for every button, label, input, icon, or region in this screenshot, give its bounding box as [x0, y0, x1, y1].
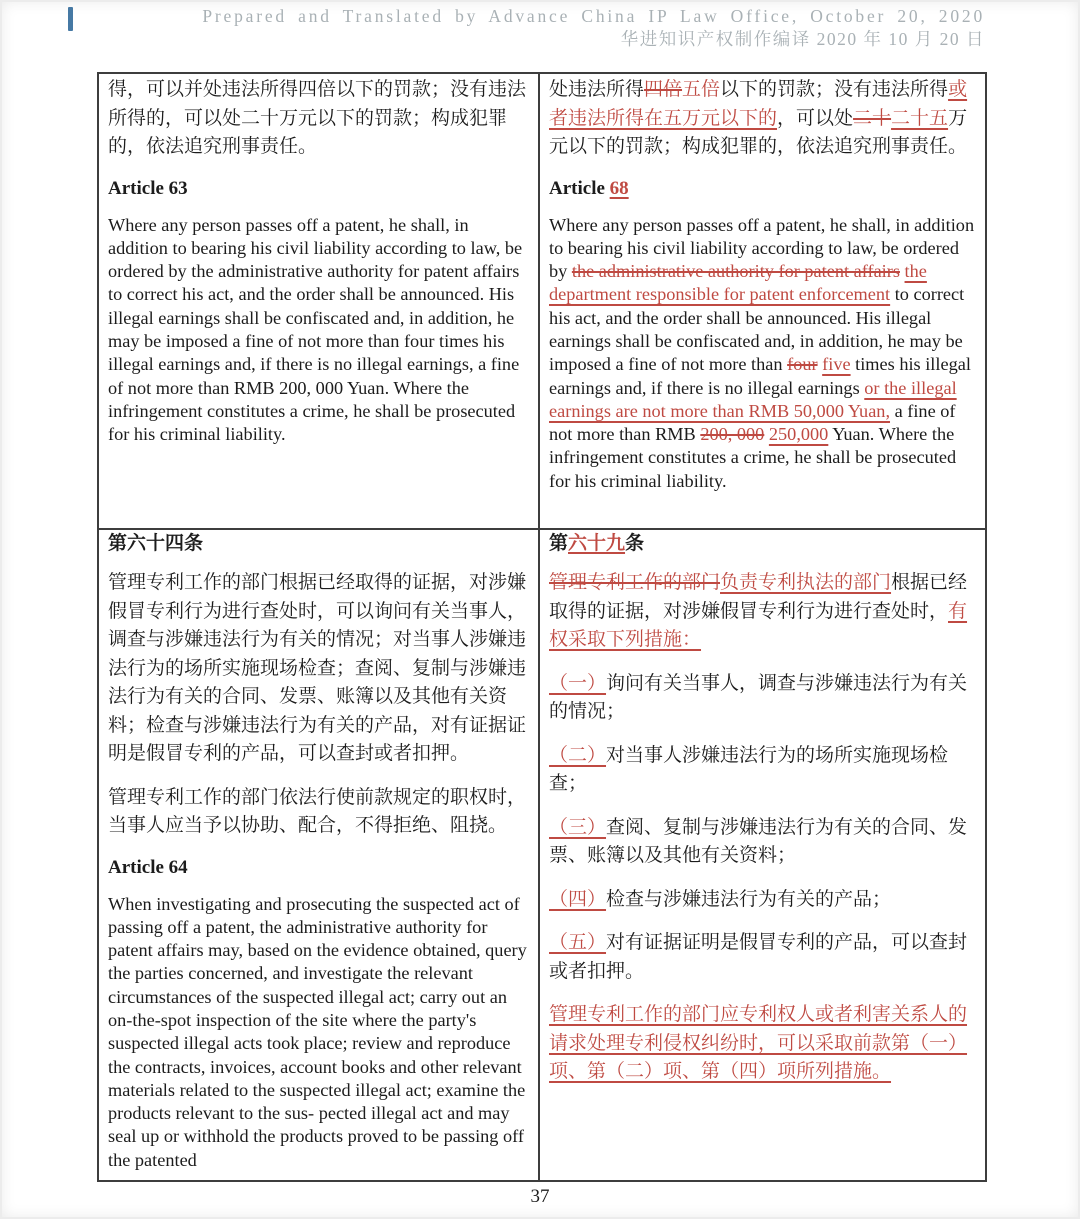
cell-current-law-row1 [98, 73, 539, 529]
cell-amended-law-row2 [539, 529, 986, 1181]
text-run-n: 管理专利工作的部门依法行使前款规定的职权时，当事人应当予以协助、配合，不得拒绝、阻挠。 [108, 786, 527, 836]
text-run-i: 二十五 [891, 107, 949, 129]
en-paragraph-article68 [549, 214, 975, 494]
text-run-b: Article 63 [108, 177, 188, 199]
text-run-n: 对有证据证明是假冒专利的产品，可以查封或者扣押。 [549, 932, 968, 982]
text-run-i: or the illegal earnings are not more than RMB 50,000 Yuan, [549, 377, 957, 421]
document-header [202, 5, 985, 51]
zh-paragraph-article69-item3 [549, 814, 975, 871]
text-run-i: the department responsible for patent enforcement [549, 261, 927, 305]
law-comparison-table [97, 72, 987, 1182]
text-run-n: to correct his act, and the order shall be announced. His illegal earnings shall be confiscated and, in addition, he may be imposed a fine of not more than [549, 284, 965, 375]
text-run-n: a fine of not more than RMB [549, 400, 956, 445]
text-run-i: （二） [549, 744, 607, 766]
text-run-n: Where any person passes off a patent, he shall, in addition to bearing his civil liability according to law, be ordered by [549, 214, 975, 282]
text-run-bi: 68 [609, 177, 629, 199]
text-run-n: 以下的罚款；没有违法所得 [720, 79, 949, 100]
text-run-bi: 六十九 [568, 533, 626, 554]
cell-amended-law-row1 [539, 73, 986, 529]
text-run-d: 管理专利工作的部门 [549, 572, 721, 593]
text-run-d: four [787, 354, 818, 375]
zh-paragraph-article69-intro [549, 569, 975, 655]
zh-paragraph-article69-item4 [549, 886, 975, 915]
text-run-n: 对当事人涉嫌违法行为的场所实施现场检查； [549, 744, 949, 794]
article-64-heading [108, 856, 528, 880]
text-run-b: 条 [625, 533, 645, 554]
text-run-n: 管理专利工作的部门根据已经取得的证据，对涉嫌假冒专利行为进行查处时，可以询问有关当事人，调查与涉嫌违法行为有关的情况；对当事人涉嫌违法行为的场所实施现场检查；查阅、复制与涉嫌违法行为有关的合同、发票、账簿以及其他有关资料；检查与涉嫌违法行为有关的产品，对有证据证明是假冒专利的产品，可以查封或者扣押。 [108, 572, 527, 764]
text-run-i: （三） [549, 816, 607, 838]
text-run-i: five [822, 354, 851, 375]
text-run-b: 第 [549, 533, 569, 554]
article-63-heading [108, 177, 528, 201]
text-run-n: 询问有关当事人，调查与涉嫌违法行为有关的情况； [549, 672, 968, 722]
en-paragraph-article64 [108, 893, 528, 1173]
text-run-i: 管理专利工作的部门应专利权人或者利害关系人的请求处理专利侵权纠纷时，可以采取前款第（一）项、第（二）项、第（四）项所列措施。 [549, 1004, 968, 1082]
zh-paragraph-article64-2 [108, 784, 528, 841]
zh-article-69-heading [549, 532, 975, 556]
text-run-n: Yuan. Where the infringement constitutes a crime, he shall be prosecuted for his criminal liability. [549, 424, 957, 491]
table-row [98, 529, 986, 1181]
text-run-n: ，可以处 [777, 107, 854, 129]
text-run-i: 有权采取下列措施： [549, 600, 968, 650]
text-run-i: （五） [549, 932, 607, 953]
text-run-b: 第六十四条 [108, 533, 204, 554]
text-run-n: Where any person passes off a patent, he shall, in addition to bearing his civil liability according to law, be ordered by the administrative authority for patent affairs to correct his act, and the order shall be announced. His illegal earnings shall be confiscated and, in addition, he may be imposed a fine of not more than four times his illegal earnings and, if there is no illegal earnings, a fine of not more than RMB 200, 000 Yuan. Where the infringement constitutes a crime, he shall be prosecuted for his criminal liability. [108, 214, 523, 445]
text-run-n: 根据已经取得的证据，对涉嫌假冒专利行为进行查处时， [549, 572, 968, 622]
text-run-d: the administrative authority for patent affairs [571, 261, 900, 282]
text-run-b: Article 64 [108, 856, 188, 878]
text-run-i: （一） [549, 672, 607, 694]
text-run-b: Article [549, 177, 610, 199]
en-paragraph-article63 [108, 214, 528, 447]
text-run-i: 250,000 [768, 424, 829, 445]
table-row [98, 73, 986, 529]
text-run-d: 四倍 [644, 79, 683, 100]
header-line-english: Prepared and Translated by Advance China IP Law Office, October 20, 2020 [202, 6, 985, 26]
text-run-n: 检查与涉嫌违法行为有关的产品； [606, 888, 892, 910]
text-run-i: （四） [549, 888, 607, 910]
text-run-n: 处违法所得 [549, 79, 645, 100]
zh-paragraph-article69-item5 [549, 929, 975, 986]
zh-paragraph-article69-item2 [549, 742, 975, 799]
text-run-i: 或者违法所得在五万元以下的 [549, 79, 968, 129]
text-run-d: 200, 000 [700, 424, 765, 445]
zh-paragraph-article64-1 [108, 569, 528, 769]
zh-paragraph-article68-penalty [549, 76, 975, 162]
text-run-n: 查阅、复制与涉嫌违法行为有关的合同、发票、账簿以及其他有关资料； [549, 816, 968, 866]
zh-paragraph-article69-final [549, 1001, 975, 1087]
text-run-n: times his illegal earnings and, if there is no illegal earnings [549, 354, 971, 398]
page-number: 37 [530, 1186, 550, 1207]
text-run-r: 五倍 [682, 79, 721, 100]
text-run-n: 得，可以并处违法所得四倍以下的罚款；没有违法所得的，可以处二十万元以下的罚款；构成犯罪的，依法追究刑事责任。 [108, 79, 527, 157]
zh-paragraph-article69-item1 [549, 670, 975, 727]
zh-article-64-heading [108, 532, 528, 556]
cell-current-law-row2 [98, 529, 539, 1181]
zh-paragraph-article63-penalty [108, 76, 528, 162]
text-run-n: 万元以下的罚款；构成犯罪的，依法追究刑事责任。 [549, 107, 968, 157]
text-run-i: 负责专利执法的部门 [720, 572, 892, 593]
text-run-d: 二十 [853, 107, 892, 129]
article-68-heading [549, 177, 975, 201]
header-line-chinese: 华进知识产权制作编译 2020 年 10 月 20 日 [620, 29, 985, 49]
text-run-n: When investigating and prosecuting the suspected act of passing off a patent, the administrative authority for patent affairs may, based on the evidence obtained, query the parties concerned, and investigate the relevant circumstances of the suspected illegal act; carry out an on-the-spot inspection of the site where the party's suspected illegal acts took place; review and reproduce the contracts, invoices, account books and other relevant materials related to the suspected illegal act; examine the products relevant to the sus- pected illegal act and may seal up or withhold the products proved to be passing off the patented [108, 893, 527, 1170]
accent-bar [68, 7, 73, 31]
